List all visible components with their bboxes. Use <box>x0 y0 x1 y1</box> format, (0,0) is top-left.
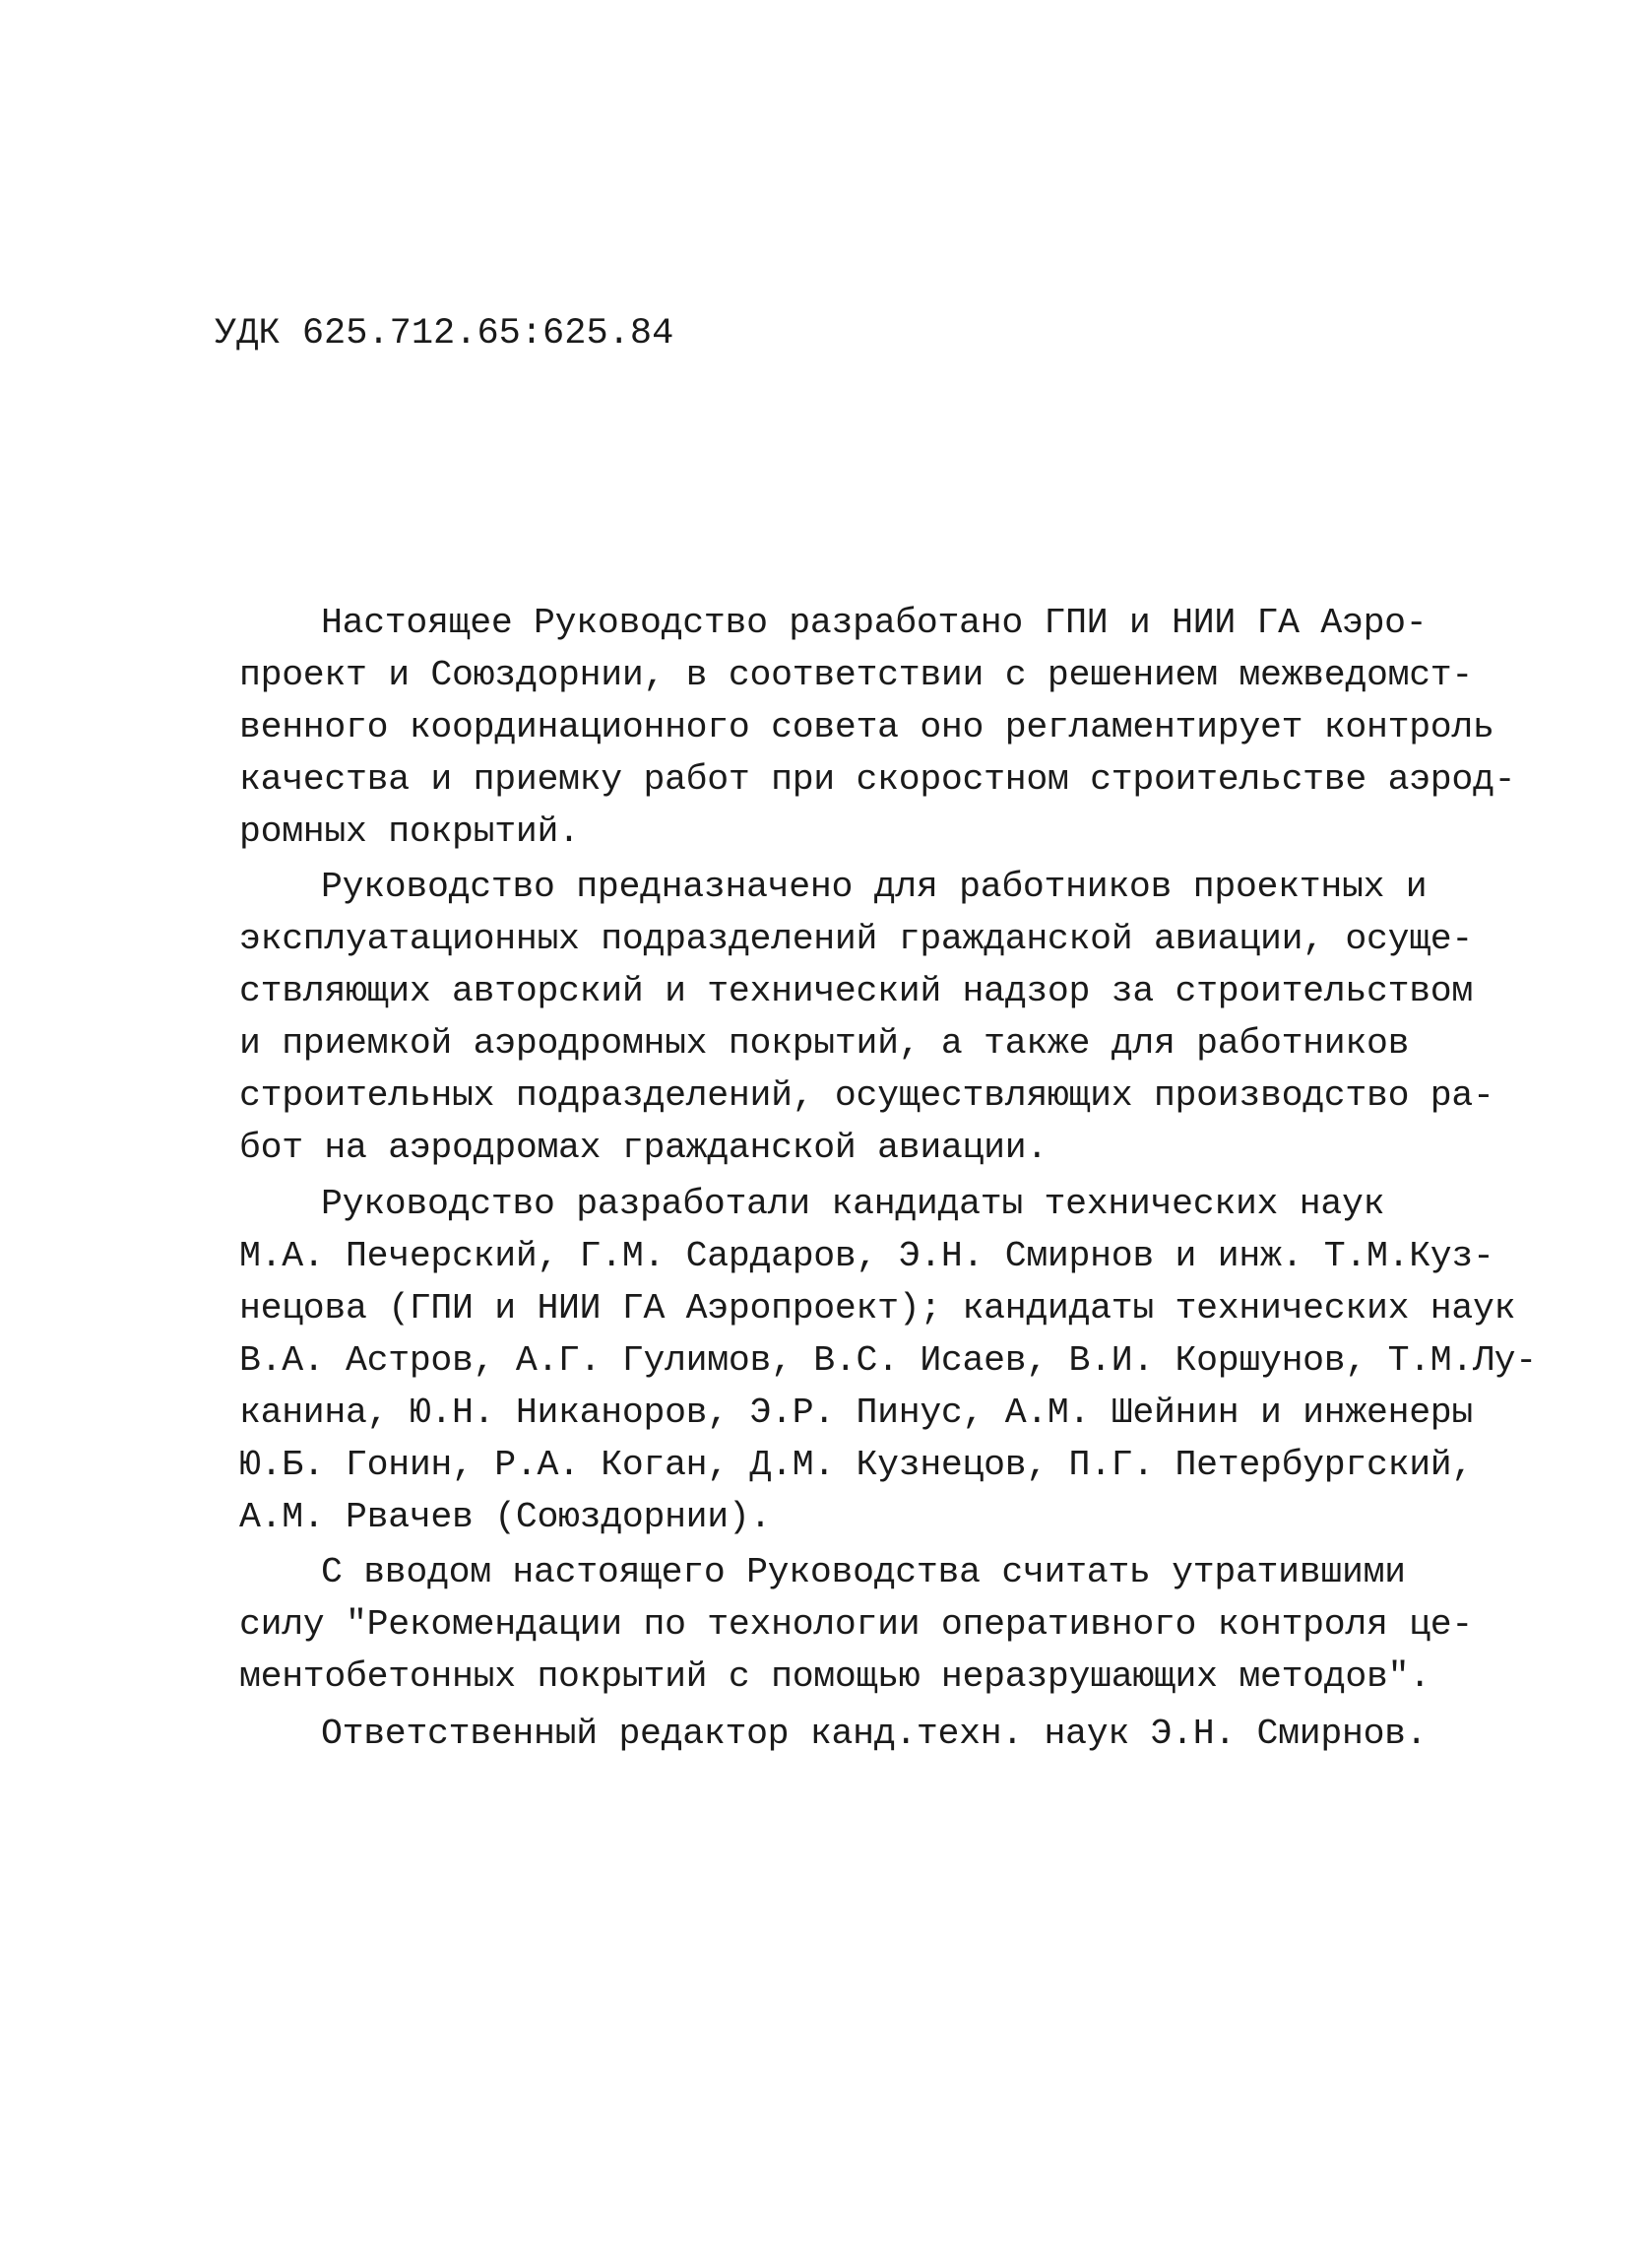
text-line: бот на аэродромах гражданской авиации. <box>239 1128 1048 1168</box>
text-line: С вводом настоящего Руководства считать утратившими <box>321 1552 1406 1592</box>
text-line: качества и приемку работ при скоростном строительстве аэрод- <box>239 759 1516 800</box>
text-line: и приемкой аэродромных покрытий, а также для работников <box>239 1023 1410 1064</box>
text-line: строительных подразделений, осуществляющих производство ра- <box>239 1075 1494 1116</box>
text-line: ментобетонных покрытий с помощью неразрушающих методов". <box>239 1656 1430 1697</box>
text-line: эксплуатационных подразделений гражданской авиации, осуще- <box>239 919 1474 959</box>
text-line: Руководство разработали кандидаты технических наук <box>321 1184 1385 1224</box>
text-line: Руководство предназначено для работников проектных и <box>321 867 1428 907</box>
text-line: венного координационного совета оно регламентирует контроль <box>239 707 1494 747</box>
text-line: силу "Рекомендации по технологии оперативного контроля це- <box>239 1604 1474 1645</box>
text-line: Настоящее Руководство разработано ГПИ и НИИ ГА Аэро- <box>321 603 1428 643</box>
text-line: Ю.Б. Гонин, Р.А. Коган, Д.М. Кузнецов, П.Г. Петербургский, <box>239 1445 1474 1485</box>
editor-line: Ответственный редактор канд.техн. наук Э.Н. Смирнов. <box>321 1714 1428 1754</box>
text-line: М.А. Печерский, Г.М. Сардаров, Э.Н. Смирнов и инж. Т.М.Куз- <box>239 1236 1494 1276</box>
text-line: ромных покрытий. <box>239 811 580 852</box>
udk-code: УДК 625.712.65:625.84 <box>215 313 674 355</box>
text-line: ствляющих авторский и технический надзор за строительством <box>239 971 1474 1011</box>
text-line: проект и Союздорнии, в соответствии с решением межведомст- <box>239 655 1474 695</box>
text-line: канина, Ю.Н. Никаноров, Э.Р. Пинус, А.М. Шейнин и инженеры <box>239 1393 1474 1433</box>
text-line: А.М. Рвачев (Союздорнии). <box>239 1497 772 1537</box>
text-line: нецова (ГПИ и НИИ ГА Аэропроект); кандидаты технических наук <box>239 1288 1516 1328</box>
text-line: В.А. Астров, А.Г. Гулимов, В.С. Исаев, В.И. Коршунов, Т.М.Лу- <box>239 1340 1537 1381</box>
